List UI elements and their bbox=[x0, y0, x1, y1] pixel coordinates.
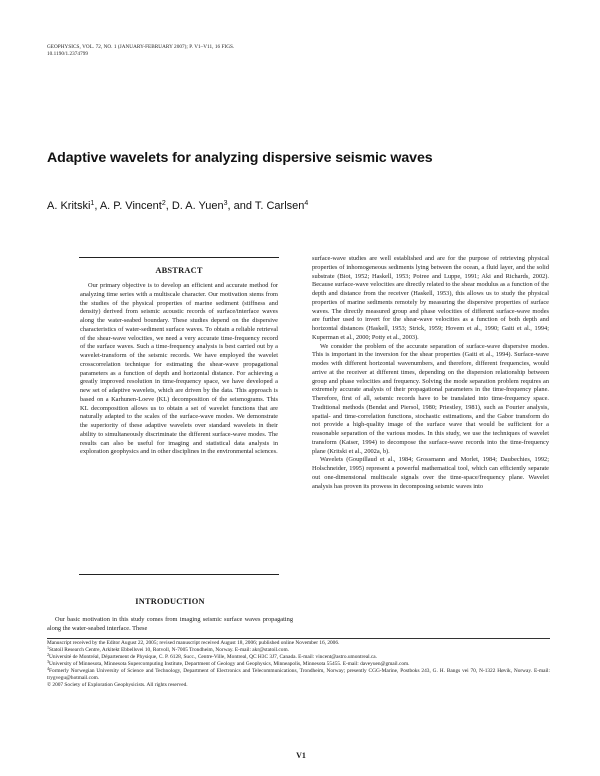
author-affiliation-mark: 3 bbox=[223, 200, 228, 207]
footnote-mark: 4 bbox=[47, 665, 49, 671]
paper-title: Adaptive wavelets for analyzing dispersive seismic waves bbox=[47, 150, 433, 166]
footnote-affiliation-4 bbox=[47, 665, 550, 682]
author-separator: , bbox=[165, 200, 172, 212]
body-paragraph: Wavelets (Goupillaud et al., 1984; Grossmann and Morlet, 1984; Daubechies, 1992; Holschneider, 1995) represent a powerful mathematical tool, which can efficiently separate out one-dimensional multiscale signals over the time-space/frequency plane. Wavelet analysis has proven its prowess in decomposing seismic waves into bbox=[312, 456, 549, 490]
body-paragraph: surface-wave studies are well established and are for the purpose of retrieving physical properties of inhomogeneous sediments lying between the ocean, a fluid layer, and the solid substrate (Biot, 1952; Haskell, 1953; Poiree and Luppe, 1991; Aki and Richards, 2002). Because surface-wave velocities are directly related to the shear modulus as a function of the depth and distance from the receiver (Haskell, 1953), this allows us to study the physical properties of marine sediments remotely by measuring the dispersive properties of surface waves. The directly measured group and phase velocities of different surface-wave modes are further used to invert for the shear-wave velocities as a function of both depth and horizontal distances (Haskell, 1953; Strick, 1959; Hovem et al., 1990; Gaiti et al., 1994; Kuperman et al., 2000; Potty et al., 2003). bbox=[312, 255, 549, 341]
author-list bbox=[47, 199, 567, 213]
footnote-affiliation-2 bbox=[47, 651, 550, 661]
footnote-mark: 2 bbox=[47, 651, 49, 657]
footnote-text: Manuscript received by the Editor August 22, 2005; revised manuscript received August 18, 2006; published online November 16, 2006. bbox=[47, 640, 340, 646]
author-name: T. Carlsen bbox=[254, 200, 305, 212]
footnote-mark: 1 bbox=[47, 644, 49, 650]
journal-header bbox=[47, 44, 347, 58]
author-separator: , and bbox=[227, 200, 255, 212]
footnote-received bbox=[47, 640, 550, 647]
footnote-text: Statoil Research Centre, Arkitekt Ebbellsvei 10, Rotvoll, N-7005 Trondheim, Norway. E-mail: akr@statoil.com. bbox=[49, 646, 289, 653]
footnotes bbox=[47, 640, 550, 689]
footnote-mark: 3 bbox=[47, 658, 49, 664]
footnote-text: University of Minnesota, Minnesota Supercomputing Institute, Department of Geology and Geophysics, Minneapolis, Minnesota 55455. E-mail: daveyuen@gmail.com. bbox=[49, 660, 410, 667]
footnote-text: Formerly Norwegian University of Science and Technology, Department of Electronics and Telecommunications, Trondheim, Norway; presently CGG-Marine, Postboks 243, G. H. Bangs vei 70, N-1322 Høvik, Norway. E-mail: trygvegu@hotmail.com. bbox=[47, 667, 550, 681]
author-affiliation-mark: 1 bbox=[90, 200, 95, 207]
journal-doi: 10.1190/1.2374799 bbox=[47, 51, 89, 57]
footnote-affiliation-3 bbox=[47, 658, 550, 668]
author-name: A. P. Vincent bbox=[99, 200, 162, 212]
introduction-heading: INTRODUCTION bbox=[135, 597, 205, 606]
footnote-text: Université de Montréal, Département de Physique, C. P. 6128, Succ., Centre-Ville, Montreal, QC H3C 3J7, Canada. E-mail: vincent@astro.umontreal.ca. bbox=[49, 653, 377, 660]
footnote-affiliation-1 bbox=[47, 644, 550, 654]
abstract-box bbox=[79, 257, 279, 575]
abstract-text: Our primary objective is to develop an efficient and accurate method for analyzing time series with a multiscale character. Our motivation stems from the studies of the physical properties of marine sediment (stiffness and density) derived from seismic acoustic records of surface/interface waves along the water-seabed boundary. These studies depend on the dispersive characteristics of water-sediment surface waves. To obtain a reliable retrieval of the shear-wave velocities, we need a very accurate time-frequency record of the surface waves. Such a time-frequency analysis is best carried out by a wavelet-transform of the seismic records. We have employed the wavelet crosscorrelation technique for estimating the shear-wave propagational parameters as a function of depth and horizontal distance. For achieving a greatly improved resolution in time-frequency space, we have developed a new set of adaptive wavelets, which are driven by the data. This approach is based on a Karhunen-Loeve (KL) decomposition of the seismograms. This KL decomposition allows us to obtain a set of wavelet functions that are naturally adapted to the scales of the surface-wave modes. We demonstrate the superiority of these adaptive wavelets over standard wavelets in their ability to simultaneously discriminate the different surface-wave modes. The results can also be useful for imaging and statistical data analysis in exploration geophysics and in other disciplines in the environmental sciences. bbox=[80, 282, 278, 456]
footnote-divider bbox=[47, 638, 550, 639]
author-separator: , bbox=[94, 200, 100, 212]
page-number: V1 bbox=[296, 751, 306, 760]
journal-citation: GEOPHYSICS, VOL. 72, NO. 1 (JANUARY-FEBRUARY 2007); P. V1–V11, 16 FIGS. bbox=[47, 44, 235, 50]
body-paragraph: We consider the problem of the accurate separation of surface-wave dispersive modes. This is important in the inversion for the shear properties (Gaiti et al., 1994). Surface-wave modes with different horizontal wavenumbers, and therefore, different frequencies, would arrive at the receiver at different times, depending on the dispersion relationship between group and phase velocities and frequency. Solving the mode separation problem requires an extremely accurate analysis of their propagational parameters in the time-frequency plane. Therefore, first of all, seismic records have to be translated into time-frequency space. Traditional methods (Bendat and Piersol, 1980; Priestley, 1981), such as Fourier analysis, spatial- and time-correlation functions, stochastic estimations, and the Gabor transform do not provide a high-quality image of the surface wave that would be sufficient for a reasonable separation of the various modes. In this study, we use the techniques of wavelet transform (Kaiser, 1994) to decompose the surface-wave records into the time-frequency plane (Kritski et al., 2002a, b). bbox=[312, 342, 549, 455]
author-name: A. Kritski bbox=[47, 200, 91, 212]
author-affiliation-mark: 4 bbox=[304, 200, 309, 207]
author-name: D. A. Yuen bbox=[171, 200, 224, 212]
footnote-copyright bbox=[47, 682, 550, 689]
footnote-text: © 2007 Society of Exploration Geophysicists. All rights reserved. bbox=[47, 681, 188, 688]
abstract-heading: ABSTRACT bbox=[155, 266, 203, 275]
introduction-text: Our basic motivation in this study comes from imaging seismic surface waves propagating along the water-seabed interface. These bbox=[47, 616, 293, 632]
right-column bbox=[312, 255, 549, 491]
author-affiliation-mark: 2 bbox=[161, 200, 166, 207]
